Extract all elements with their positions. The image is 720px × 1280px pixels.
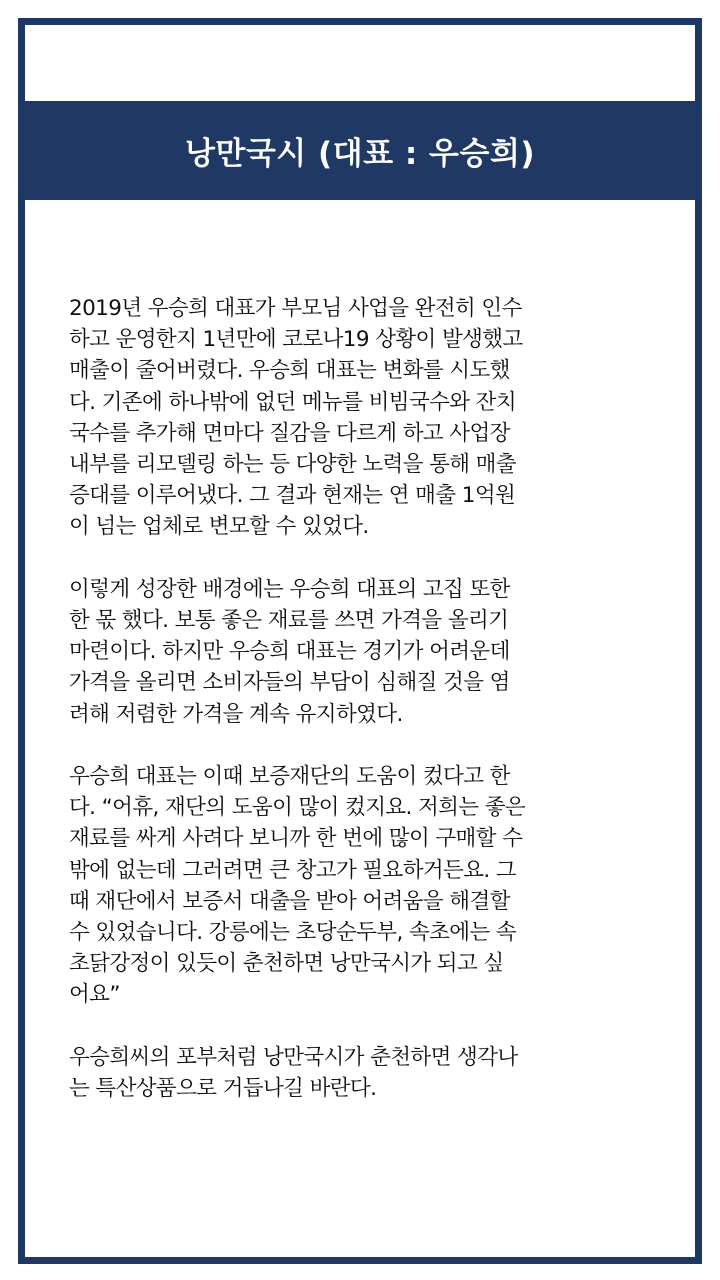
article-paragraph-3: 우승희 대표는 이때 보증재단의 도움이 컸다고 한 다. “어휴, 재단의 도움이 많이 컸지요. 저희는 좋은 재료를 싸게 사려다 보니까 한 번에 많이 구매할 수 밖에 없는데 그러려면 큰 창고가 필요하거든요. 그 때 재단에서 보증서 대출을 받아 어려움을 해결할 수 있었습니다. 강릉에는 초당순두부, 속초에는 속 초닭강정이 있듯이 춘천하면 낭만국시가 되고 싶 어요” [69, 764, 526, 1008]
page-title: 낭만국시 (대표 : 우승희) [184, 136, 536, 172]
page-frame [18, 18, 702, 1264]
article-paragraph-2: 이렇게 성장한 배경에는 우승희 대표의 고집 또한 한 몫 했다. 보통 좋은 재료를 쓰면 가격을 올리기 마련이다. 하지만 우승희 대표는 경기가 어려운데 가격을 올리면 소비자들의 부담이 심해질 것을 염 려해 저렴한 가격을 계속 유지하였다. [69, 576, 510, 727]
article-body [69, 293, 664, 1135]
title-banner [25, 101, 695, 200]
article-paragraph-4: 우승희씨의 포부처럼 낭만국시가 춘천하면 생각나 는 특산상품으로 거듭나길 바란다. [69, 1044, 518, 1102]
article-paragraph-1: 2019년 우승희 대표가 부모님 사업을 완전히 인수 하고 운영한지 1년만에 코로나19 상황이 발생했고 매출이 줄어버렸다. 우승희 대표는 변화를 시도했 다. 기존에 하나밖에 없던 메뉴를 비빔국수와 잔치 국수를 추가해 면마다 질감을 다르게 하고 사업장 내부를 리모델링 하는 등 다양한 노력을 통해 매출 증대를 이루어냈다. 그 결과 현재는 연 매출 1억원 이 넘는 업체로 변모할 수 있었다. [69, 296, 523, 540]
